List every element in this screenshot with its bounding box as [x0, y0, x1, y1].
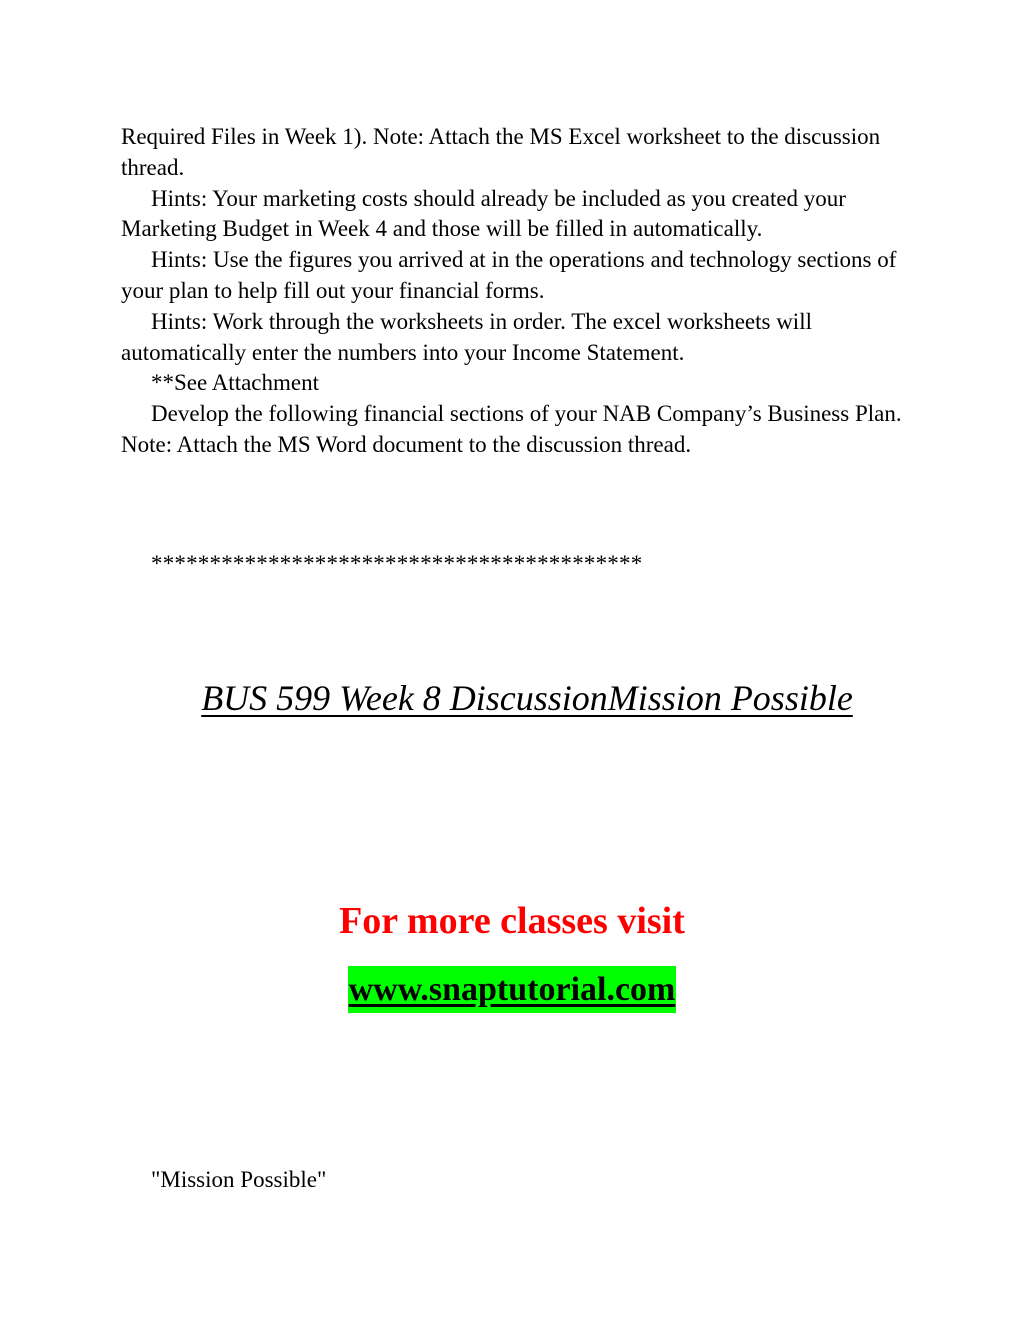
paragraph-hint-marketing: Hints: Your marketing costs should already be included as you created your Marketing Budget in Week 4 and those will be filled in automatically. [121, 185, 846, 242]
promo-text: For more classes visit [339, 900, 685, 942]
page-title: BUS 599 Week 8 DiscussionMission Possible [201, 678, 853, 718]
closing-text: "Mission Possible" [151, 1167, 327, 1192]
website-link[interactable]: www.snaptutorial.com [348, 966, 677, 1013]
paragraph-required-files: Required Files in Week 1). Note: Attach the MS Excel worksheet to the discussion thread. [121, 124, 881, 180]
paragraph-hint-worksheets: Hints: Work through the worksheets in order. The excel worksheets will automatically enter the numbers into your Income Statement. [121, 308, 812, 365]
website-link-container [0, 966, 1024, 1013]
paragraph-develop-sections: Develop the following financial sections of your NAB Company’s Business Plan. Note: Attach the MS Word document to the discussion thread. [121, 401, 902, 457]
separator-stars: ****************************************** [151, 551, 643, 576]
paragraph-see-attachment: **See Attachment [151, 370, 319, 396]
paragraph-hint-figures: Hints: Use the figures you arrived at in the operations and technology sections of your plan to help fill out your financial forms. [121, 247, 897, 303]
body-text [121, 122, 911, 461]
